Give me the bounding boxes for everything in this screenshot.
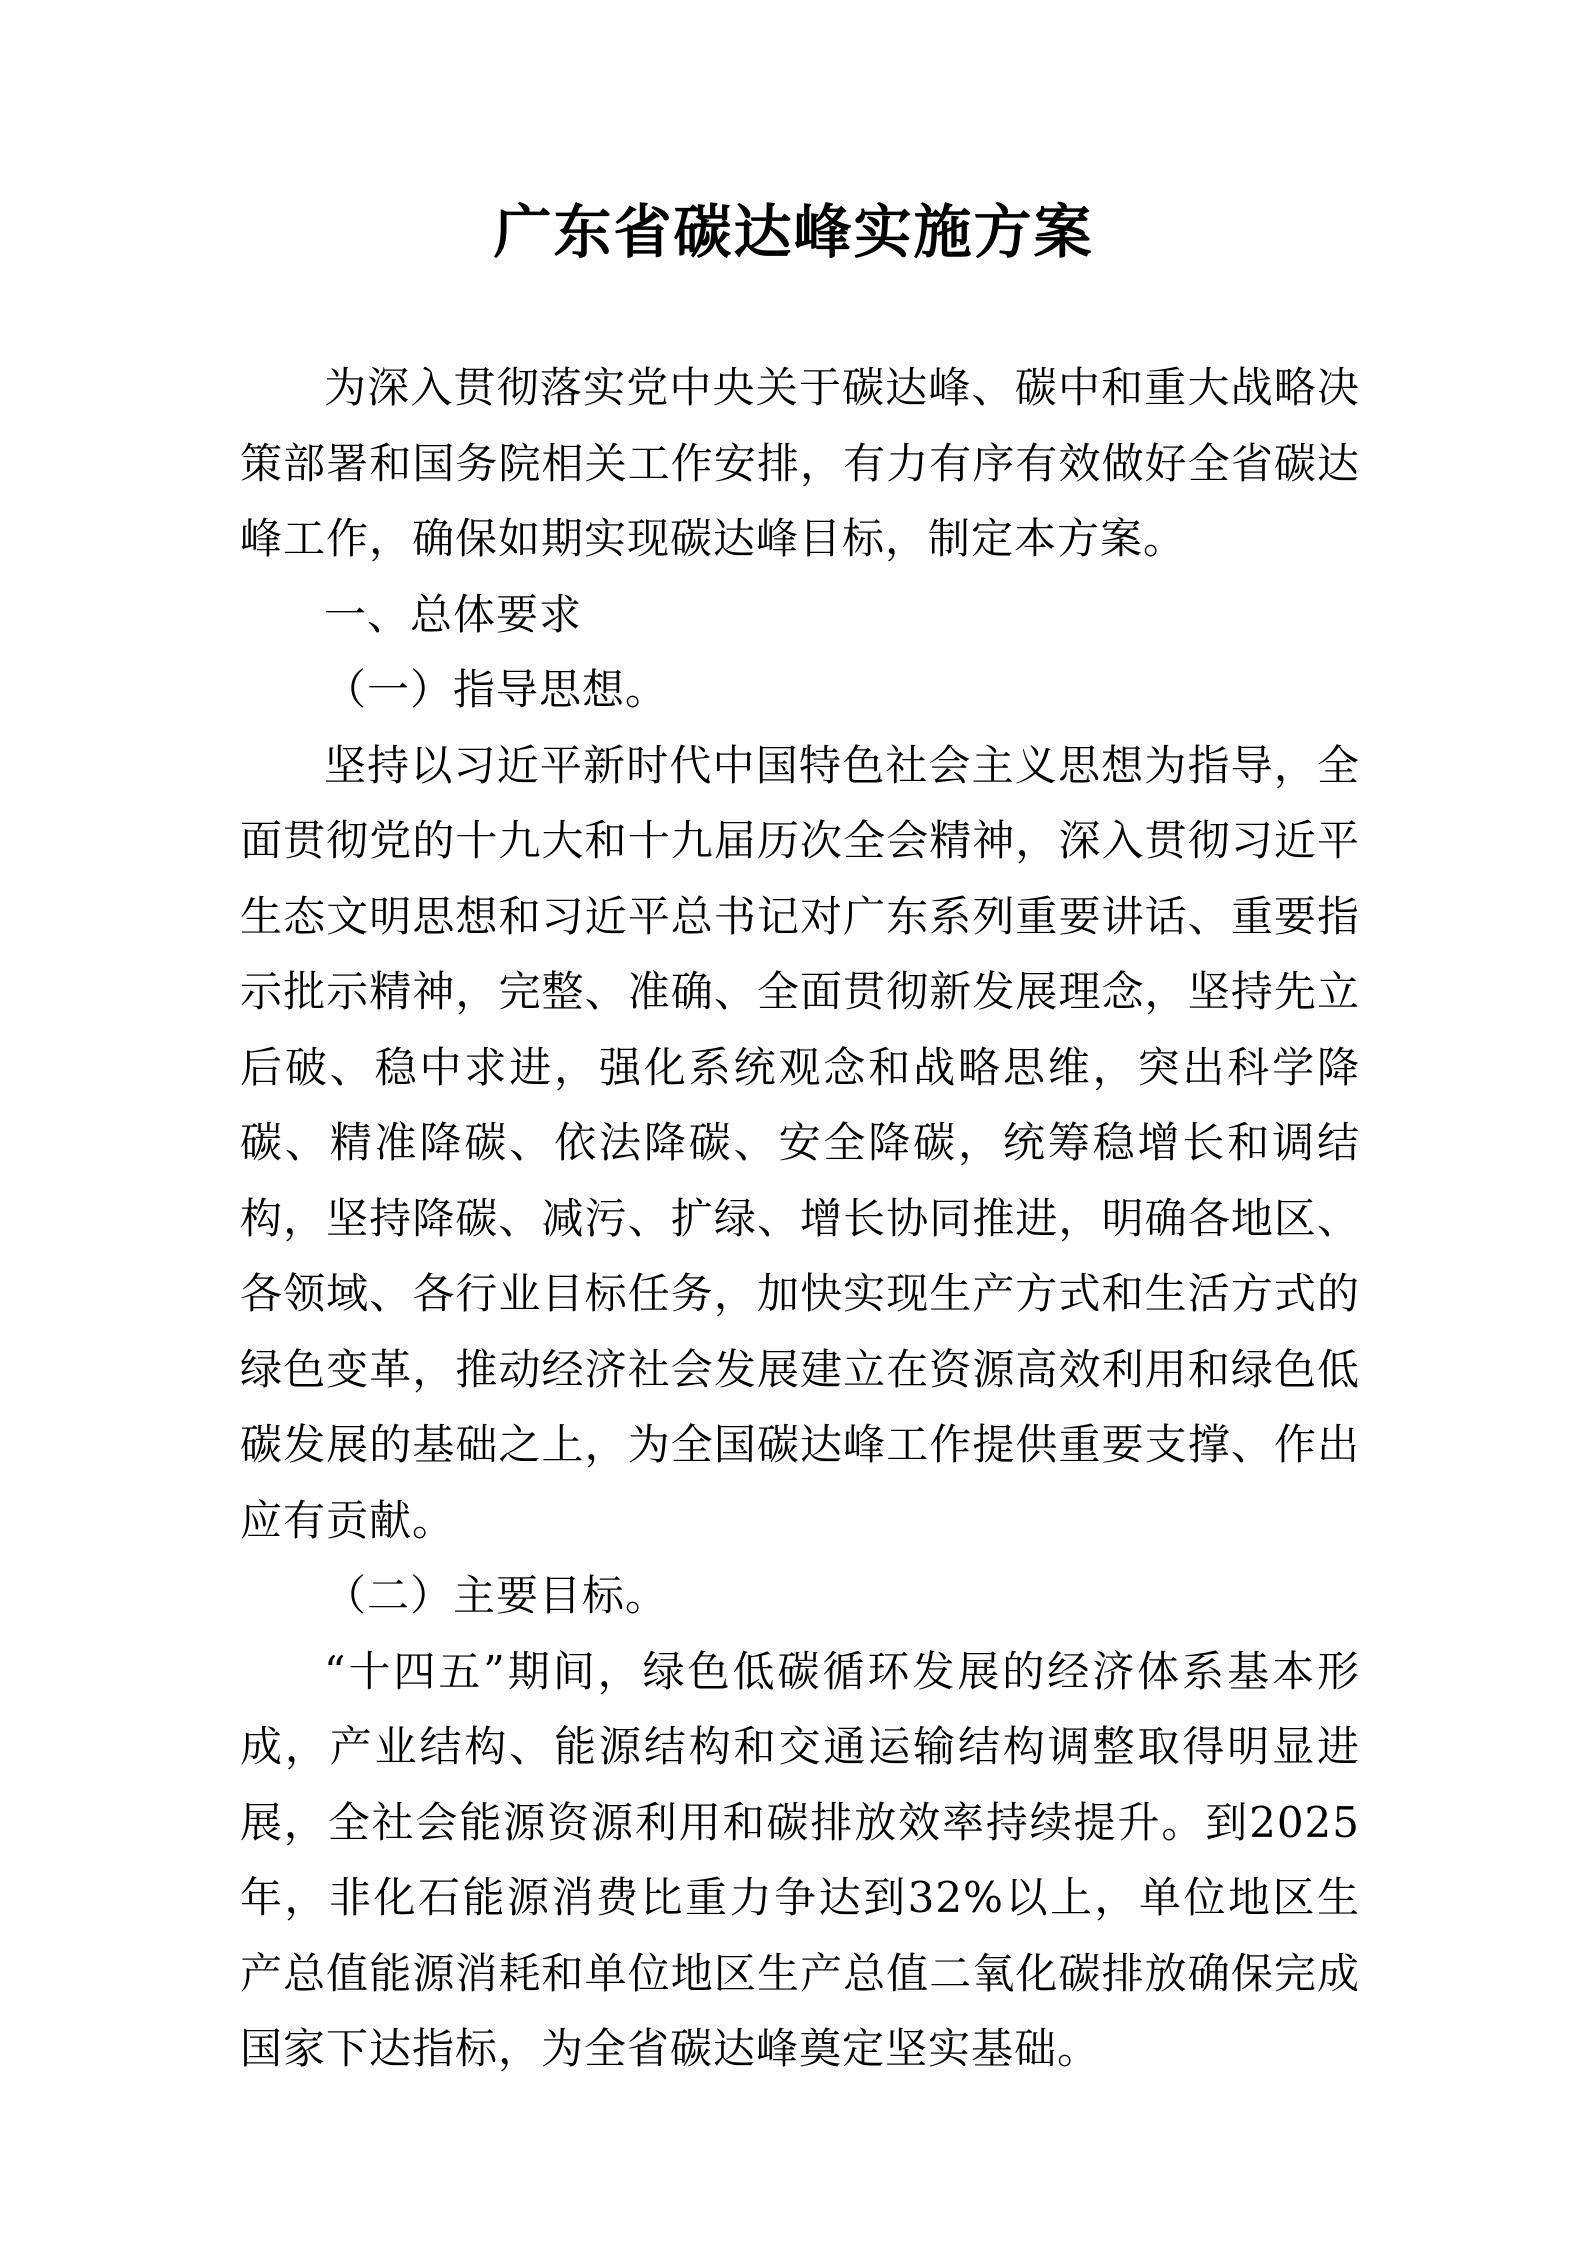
main-goals-paragraph: “十四五”期间，绿色低碳循环发展的经济体系基本形成，产业结构、能源结构和交通运输结构调整取得明显进展，全社会能源资源利用和碳排放效率持续提升。到2025年，非化石能源消费比重力争达到32%以上，单位地区生产总值能源消耗和单位地区生产总值二氧化碳排放确保完成国家下达指标，为全省碳达峰奠定坚实基础。	[240, 1646, 1360, 2073]
subsection-heading-main-goals: （二）主要目标。	[324, 1571, 669, 1620]
guiding-ideology-paragraph: 坚持以习近平新时代中国特色社会主义思想为指导，全面贯彻党的十九大和十九届历次全会精神，深入贯彻习近平生态文明思想和习近平总书记对广东系列重要讲话、重要指示批示精神，完整、准确、全面贯彻新发展理念，坚持先立后破、稳中求进，强化系统观念和战略思维，突出科学降碳、精准降碳、依法降碳、安全降碳，统筹稳增长和调结构，坚持降碳、减污、扩绿、增长协同推进，明确各地区、各领域、各行业目标任务，加快实现生产方式和生活方式的绿色变革，推动经济社会发展建立在资源高效利用和绿色低碳发展的基础之上，为全国碳达峰工作提供重要支撑、作出应有贡献。	[240, 740, 1360, 1545]
document-body	[240, 350, 1360, 2087]
intro-paragraph: 为深入贯彻落实党中央关于碳达峰、碳中和重大战略决策部署和国务院相关工作安排，有力有序有效做好全省碳达峰工作，确保如期实现碳达峰目标，制定本方案。	[240, 363, 1360, 563]
document-title: 广东省碳达峰实施方案	[493, 198, 1094, 266]
subsection-heading-guiding-ideology: （一）指导思想。	[324, 665, 669, 714]
section-heading-general-requirements: 一、总体要求	[324, 589, 583, 639]
